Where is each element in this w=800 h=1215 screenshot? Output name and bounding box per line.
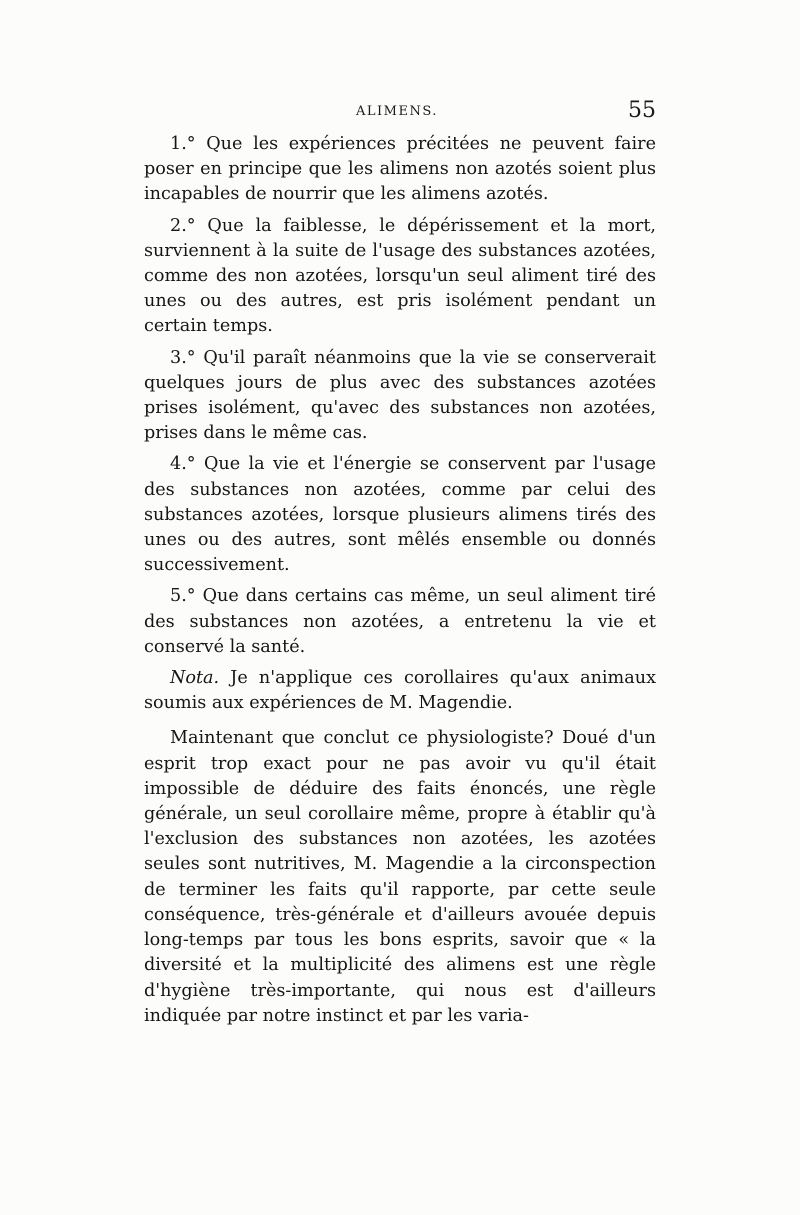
corollary-1: 1.° Que les expériences précitées ne peuvent faire poser en principe que les alimens non azotés soient plus incapables de nourrir que les alimens azotés. (144, 134, 656, 205)
nota-text: Je n'applique ces corollaires qu'aux animaux soumis aux expériences de M. Magendie. (144, 668, 656, 714)
running-head (144, 100, 656, 126)
main-paragraph: Maintenant que conclut ce physiologiste? Doué d'un esprit trop exact pour ne pas avoir vu qu'il était impossible de déduire des faits énoncés, une règle générale, un seul corollaire même, propre à établir qu'à l'exclusion des substances non azotées, les azotées seules sont nutritives, M. Magendie a la circonspection de terminer les faits qu'il rapporte, par cette seule conséquence, très-générale et d'ailleurs avouée depuis long-temps par tous les bons esprits, savoir que « la diversité et la multiplicité des alimens est une règle d'hygiène très-importante, qui nous est d'ailleurs indiquée par notre instinct et par les varia- (144, 728, 656, 1026)
nota-label: Nota. (170, 668, 220, 689)
body-text (144, 132, 656, 1035)
corollary-3: 3.° Qu'il paraît néanmoins que la vie se conserverait quelques jours de plus avec des substances azotées prises isolément, qu'avec des substances non azotées, prises dans le même cas. (144, 347, 656, 444)
corollary-2: 2.° Que la faiblesse, le dépérissement et la mort, surviennent à la suite de l'usage des substances azotées, comme des non azotées, lorsqu'un seul aliment tiré des unes ou des autres, est pris isolément pendant un certain temps. (144, 215, 656, 337)
running-title: ALIMENS. (356, 104, 438, 119)
nota-paragraph (144, 666, 656, 716)
corollary-4: 4.° Que la vie et l'énergie se conservent par l'usage des substances non azotées, comme par celui des substances azotées, lorsque plusieurs alimens tirés des unes ou des autres, sont mêlés ensemble ou donnés successivement. (144, 454, 656, 576)
page-number: 55 (628, 98, 656, 123)
corollary-5: 5.° Que dans certains cas même, un seul aliment tiré des substances non azotées, a entretenu la vie et conservé la santé. (144, 586, 656, 657)
